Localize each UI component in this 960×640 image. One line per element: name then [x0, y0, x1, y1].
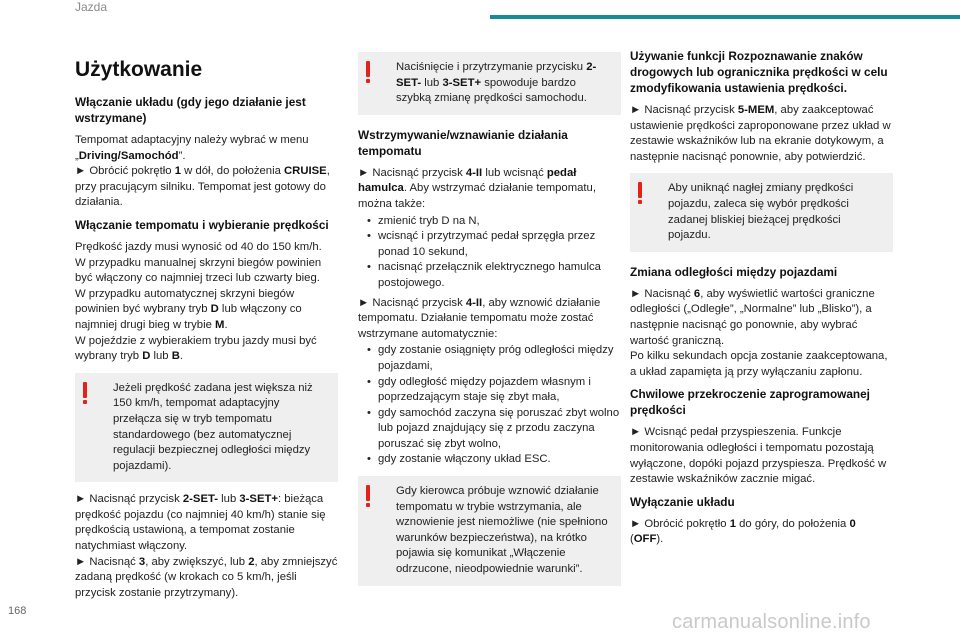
paragraph-set-buttons: ► Nacisnąć przycisk 2-SET- lub 3-SET+: bieżąca prędkość pojazdu (co najmniej 40 km/h) stanie się prędkością ustawioną, a tempomat zostanie natychmiast włączony. ► Nacisnąć 3, aby zwiększyć, lub 2, aby zmniejszyć zadaną prędkość (w krokach co 5 km/h, jeśli przycisk zostanie przytrzymany). [75, 493, 338, 599]
warning-text: Aby uniknąć nagłej zmiany prędkości pojazdu, zaleca się wybór prędkości zadanej bliskiej bieżącej prędkości pojazdu. [668, 182, 854, 242]
heading-override: Chwilowe przekroczenie zaprogramowanej prędkości [630, 387, 870, 418]
list-auto-pause [358, 343, 621, 468]
paragraph-resume: ► Nacisnąć przycisk 4-II, aby wznowić działanie tempomatu. Działanie tempomatu może zostać wstrzymane automatycznie: [358, 296, 601, 340]
warning-box-resume-rejected [358, 476, 621, 586]
paragraph-enable-system: Tempomat adaptacyjny należy wybrać w menu „Driving/Samochód”. ► Obrócić pokrętło 1 w dół, do położenia CRUISE, przy pracującym silniku. Tempomat jest gotowy do działania. [75, 134, 330, 209]
header-accent-bar [490, 15, 960, 19]
heading-activate-speed: Włączanie tempomatu i wybieranie prędkości [75, 217, 329, 232]
list-item: • gdy odległość między pojazdem własnym i poprzedzającym staje się zbyt mała, [358, 375, 621, 406]
list-item: • wcisnąć i przytrzymać pedał sprzęgła przez ponad 10 sekund, [358, 229, 621, 260]
list-item: • gdy samochód zaczyna się poruszać zbyt wolno lub pojazd znajdujący się z przodu zaczyna poruszać się zbyt wolno, [358, 406, 621, 453]
warning-text: Jeżeli prędkość zadana jest większa niż 150 km/h, tempomat adaptacyjny przełącza się w tryb tempomatu standardowego (bez automatycznej regulacji bezpiecznej odległości między pojazdami). [113, 381, 313, 472]
warning-icon [366, 485, 371, 507]
column-2 [358, 52, 621, 596]
heading-pause-resume: Wstrzymywanie/wznawianie działania tempomatu [358, 127, 568, 158]
list-pause-options [358, 214, 621, 292]
warning-icon [83, 382, 88, 404]
watermark: carmanualsonline.info [672, 611, 871, 633]
paragraph-pause: ► Nacisnąć przycisk 4-II lub wcisnąć pedał hamulca. Aby wstrzymać działanie tempomatu, można także: [358, 166, 596, 210]
warning-box-speed-limit [75, 373, 338, 483]
heading-disable: Wyłączanie układu [630, 494, 735, 509]
warning-icon [638, 182, 643, 204]
list-item: • zmienić tryb D na N, [358, 214, 621, 230]
heading-sign-recognition: Używanie funkcji Rozpoznawanie znaków drogowych lub ogranicznika prędkości w celu zmodyfikowania ustawienia prędkości. [630, 49, 888, 95]
list-item: • gdy zostanie osiągnięty próg odległości między pojazdami, [358, 343, 621, 374]
warning-box-sudden-change [630, 173, 893, 251]
heading-enable-system: Włączanie układu (gdy jego działanie jest wstrzymane) [75, 95, 306, 125]
paragraph-mem-button: ► Nacisnąć przycisk 5-MEM, aby zaakceptować ustawienie prędkości zaproponowane przez układ w zestawie wskaźników lub na ekranie dotykowym, a następnie nacisnąć ponownie, aby potwierdzić. [630, 104, 891, 163]
warning-icon [366, 61, 371, 83]
page-number: 168 [8, 605, 27, 617]
paragraph-speed-conditions: Prędkość jazdy musi wynosić od 40 do 150 km/h. W przypadku manualnej skrzyni biegów powinien być włączony co najmniej trzeci lub czwarty bieg. W przypadku automatycznej skrzyni biegów powinien być wybrany tryb D lub włączony co najmniej drugi bieg w trybie M. W pojeździe z wybierakiem trybu jazdy musi być wybrany tryb D lub B. [75, 240, 322, 363]
heading-distance: Zmiana odległości między pojazdami [630, 264, 838, 279]
column-3 [630, 48, 893, 554]
warning-text: Gdy kierowca próbuje wznowić działanie tempomatu w trybie wstrzymania, ale wznowienie jest niemożliwe (nie spełniono warunków bezpieczeństwa), na krótko pojawia się komunikat „Włączenie odrzucone, nieodpowiednie warunki”. [396, 485, 608, 576]
warning-text: Naciśnięcie i przytrzymanie przycisku 2-SET- lub 3-SET+ spowoduje bardzo szybką zmianę prędkości samochodu. [396, 61, 597, 105]
page-title: Użytkowanie [75, 58, 203, 81]
warning-box-hold-button [358, 52, 621, 115]
list-item: • nacisnąć przełącznik elektrycznego hamulca postojowego. [358, 260, 621, 291]
section-title: Jazda [75, 0, 108, 14]
paragraph-distance: ► Nacisnąć 6, aby wyświetlić wartości graniczne odległości („Odległe”, „Normalne” lub „Blisko”), a następnie nacisnąć go ponownie, aby wybrać wartość graniczną. Po kilku sekundach opcja zostanie zaakceptowana, a układ zapamięta ją przy wyłączaniu zapłonu. [630, 287, 888, 378]
paragraph-override: ► Wcisnąć pedał przyspieszenia. Funkcje monitorowania odległości i tempomatu pozostają wyłączone, dopóki pojazd przyspiesza. Prędkość w zestawie wskaźników zacznie migać. [630, 426, 887, 486]
list-item: • gdy zostanie włączony układ ESC. [358, 452, 621, 468]
paragraph-disable: ► Obrócić pokrętło 1 do góry, do położenia 0 (OFF). [630, 517, 856, 546]
column-1 [75, 46, 338, 607]
